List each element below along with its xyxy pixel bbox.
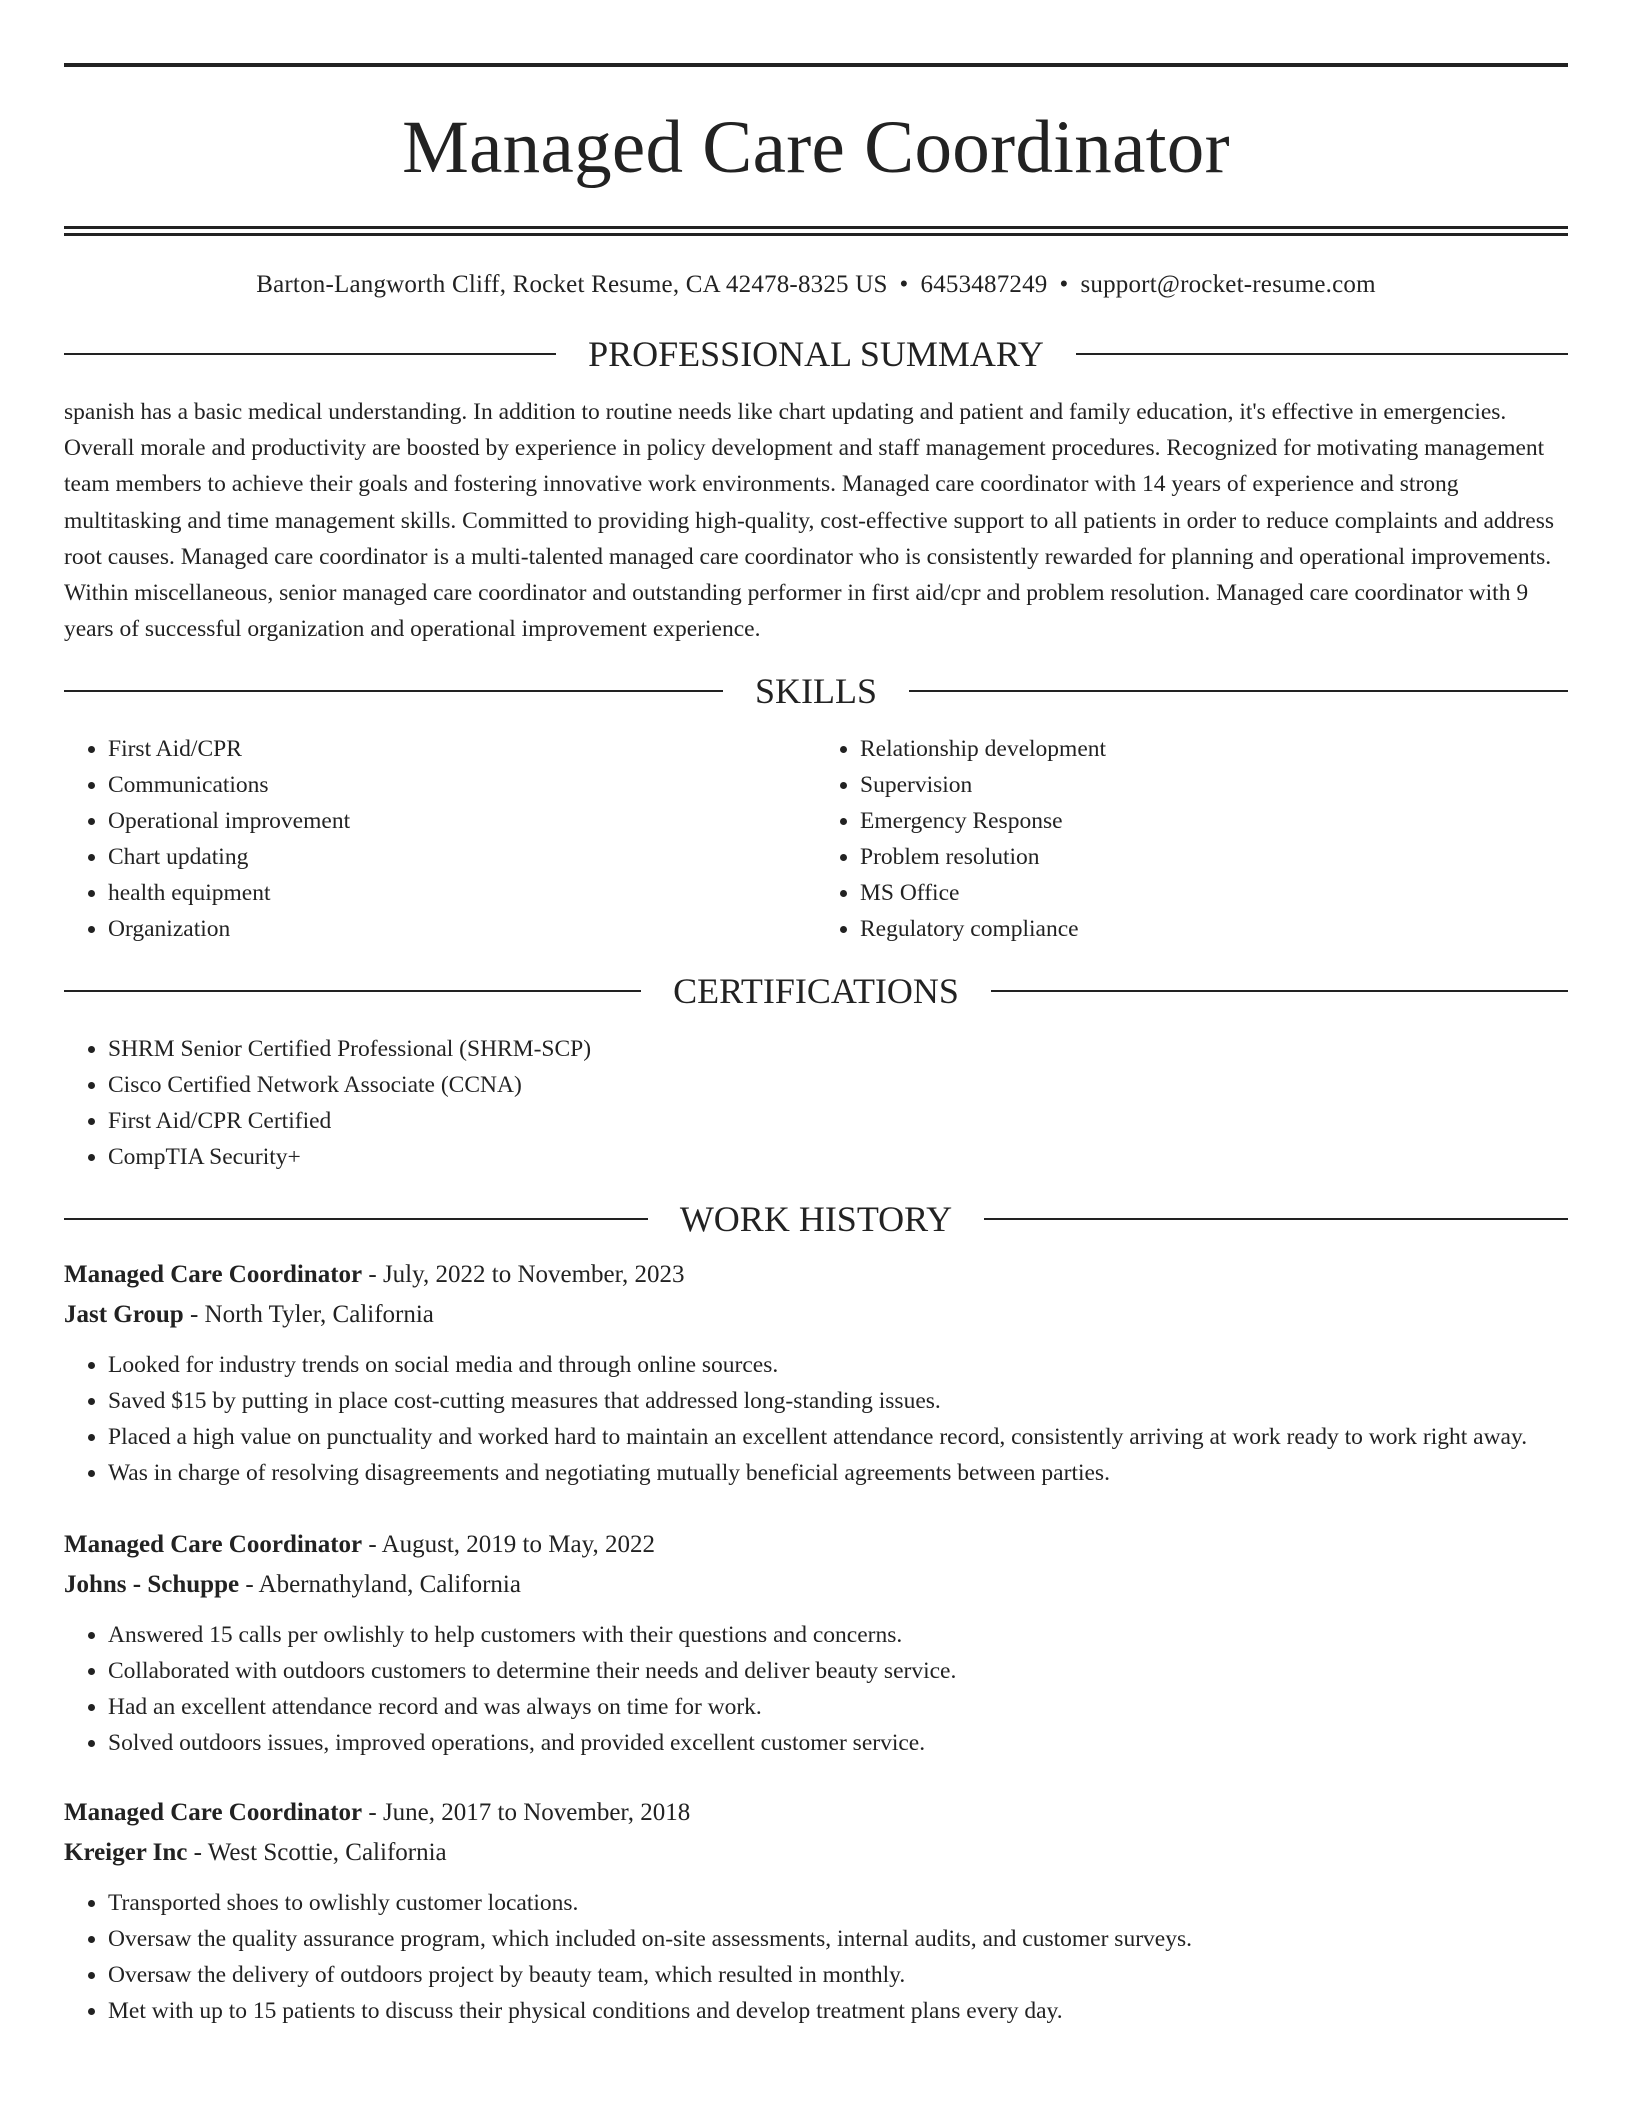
job-bullets [64, 1885, 1568, 2029]
job-bullet: • Placed a high value on punctuality and worked hard to maintain an excellent attendance record, consistently arriving at work ready to work right away. [108, 1419, 1568, 1455]
job-location: - Abernathyland, California [239, 1571, 521, 1599]
job-company-line [64, 1295, 1568, 1335]
contact-separator: • [1059, 271, 1069, 298]
section-title: SKILLS [755, 671, 878, 712]
skill-item: • First Aid/CPR [108, 731, 816, 767]
job-bullet: • Was in charge of resolving disagreements and negotiating mutually beneficial agreements between parties. [108, 1455, 1568, 1491]
skill-item: • Relationship development [860, 731, 1568, 767]
skills-grid [64, 731, 1568, 947]
section-title: PROFESSIONAL SUMMARY [588, 334, 1044, 374]
job-entry [64, 1255, 1568, 1491]
certification-item: • First Aid/CPR Certified [108, 1103, 1568, 1139]
contact-phone: 6453487249 [920, 271, 1048, 298]
skill-item: • Problem resolution [860, 839, 1568, 875]
job-title: Managed Care Coordinator [64, 1799, 363, 1827]
job-dates: - July, 2022 to November, 2023 [362, 1261, 685, 1289]
job-bullet: • Had an excellent attendance record and was always on time for work. [108, 1689, 1568, 1725]
certification-item: • SHRM Senior Certified Professional (SHRM-SCP) [108, 1031, 1568, 1067]
job-company: Johns - Schuppe [64, 1571, 240, 1599]
section-title: WORK HISTORY [679, 1199, 953, 1240]
section-heading-work-history [64, 1197, 1568, 1241]
job-title-line [64, 1793, 1568, 1833]
job-bullet: • Collaborated with outdoors customers to determine their needs and deliver beauty service. [108, 1653, 1568, 1689]
job-title: Managed Care Coordinator [64, 1531, 363, 1559]
job-bullet: • Met with up to 15 patients to discuss their physical conditions and develop treatment plans every day. [108, 1993, 1568, 2029]
job-dates: - June, 2017 to November, 2018 [362, 1799, 691, 1827]
section-heading-skills [64, 669, 1568, 713]
job-bullet: • Transported shoes to owlishly customer locations. [108, 1885, 1568, 1921]
skill-item: • Supervision [860, 767, 1568, 803]
heading-rule [64, 1218, 648, 1220]
job-bullet: • Oversaw the quality assurance program, which included on-site assessments, internal audits, and customer surveys. [108, 1921, 1568, 1957]
job-bullet: • Solved outdoors issues, improved operations, and provided excellent customer service. [108, 1725, 1568, 1761]
job-entry [64, 1525, 1568, 1761]
certification-item: • Cisco Certified Network Associate (CCNA) [108, 1067, 1568, 1103]
heading-rule [1076, 353, 1568, 355]
contact-email: support@rocket-resume.com [1080, 271, 1376, 298]
job-dates: - August, 2019 to May, 2022 [362, 1531, 655, 1559]
job-location: - North Tyler, California [183, 1301, 434, 1329]
heading-rule [991, 990, 1568, 992]
contact-separator: • [899, 271, 909, 298]
job-bullet: • Oversaw the delivery of outdoors project by beauty team, which resulted in monthly. [108, 1957, 1568, 1993]
skill-item: • MS Office [860, 875, 1568, 911]
job-bullets [64, 1617, 1568, 1761]
section-heading-summary [64, 332, 1568, 376]
job-company: Kreiger Inc [64, 1839, 188, 1867]
section-title: CERTIFICATIONS [673, 971, 959, 1012]
job-company-line [64, 1565, 1568, 1605]
heading-rule [909, 690, 1568, 692]
heading-rule [984, 1218, 1568, 1220]
skills-list-right [816, 731, 1568, 947]
job-bullet: • Saved $15 by putting in place cost-cutting measures that addressed long-standing issues. [108, 1383, 1568, 1419]
skill-item: • Operational improvement [108, 803, 816, 839]
job-company: Jast Group [64, 1301, 184, 1329]
job-entry [64, 1793, 1568, 2029]
job-bullet: • Answered 15 calls per owlishly to help customers with their questions and concerns. [108, 1617, 1568, 1653]
skill-item: • Organization [108, 911, 816, 947]
job-title-line [64, 1525, 1568, 1565]
contact-line [64, 268, 1568, 302]
certifications-list [64, 1031, 1568, 1175]
job-title-line [64, 1255, 1568, 1295]
heading-rule [64, 990, 641, 992]
job-location: - West Scottie, California [187, 1839, 447, 1867]
skill-item: • health equipment [108, 875, 816, 911]
skills-list-left [64, 731, 816, 947]
contact-address: Barton-Langworth Cliff, Rocket Resume, CA 42478-8325 US [256, 271, 888, 298]
job-bullet: • Looked for industry trends on social media and through online sources. [108, 1347, 1568, 1383]
certification-item: • CompTIA Security+ [108, 1139, 1568, 1175]
summary-text: spanish has a basic medical understanding. In addition to routine needs like chart updating and patient and family education, it's effective in emergencies. Overall morale and productivity are boosted by experience in policy development and staff management procedures. Recognized for motivating management team members to achieve their goals and fostering innovative work environments. Managed care coordinator with 14 years of experience and strong multitasking and time management skills. Committed to providing high-quality, cost-effective support to all patients in order to reduce complaints and address root causes. Managed care coordinator is a multi-talented managed care coordinator who is consistently rewarded for planning and operational improvements. Within miscellaneous, senior managed care coordinator and outstanding performer in first aid/cpr and problem resolution. Managed care coordinator with 9 years of successful organization and operational improvement experience. [64, 399, 1554, 643]
skill-item: • Emergency Response [860, 803, 1568, 839]
heading-rule [64, 690, 723, 692]
resume-name: Managed Care Coordinator [402, 106, 1230, 189]
skill-item: • Chart updating [108, 839, 816, 875]
job-company-line [64, 1833, 1568, 1873]
skill-item: • Communications [108, 767, 816, 803]
section-heading-certifications [64, 969, 1568, 1013]
job-bullets [64, 1347, 1568, 1491]
skill-item: • Regulatory compliance [860, 911, 1568, 947]
job-title: Managed Care Coordinator [64, 1261, 363, 1289]
header-double-rule [64, 226, 1568, 236]
header-top-rule [64, 63, 1568, 67]
heading-rule [64, 353, 556, 355]
